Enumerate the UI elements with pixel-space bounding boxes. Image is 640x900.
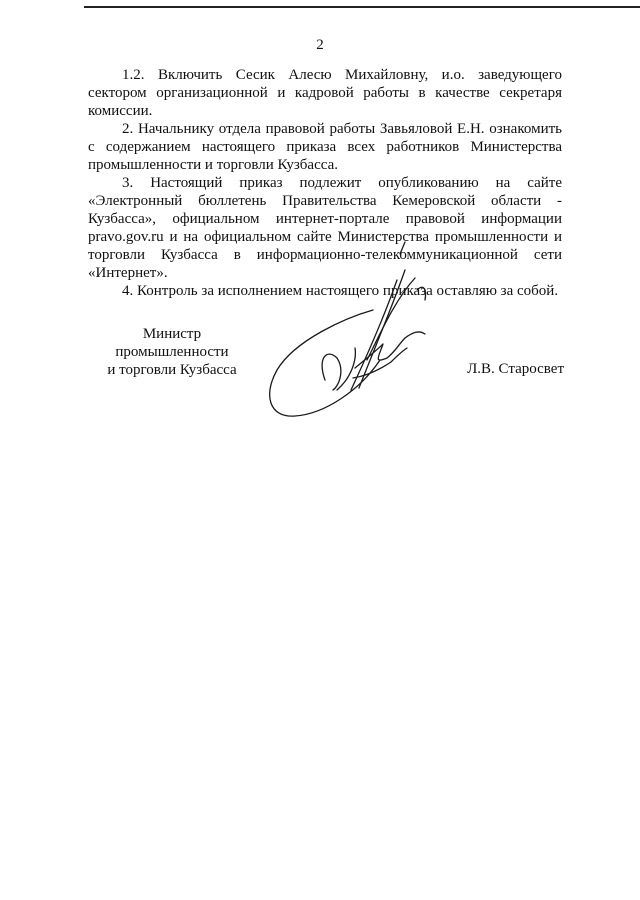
paragraph-4: 4. Контроль за исполнением настоящего приказа оставляю за собой. xyxy=(122,283,559,299)
handwritten-signature-icon xyxy=(255,240,460,430)
paragraph-2: 2. Начальнику отдела правовой работы Завьяловой Е.Н. ознакомить с содержанием настоящего приказа всех работников Министерства промышленности и торговли Кузбасса. xyxy=(88,121,562,173)
signatory-title-line: Министр xyxy=(142,326,202,342)
top-border-line xyxy=(84,6,640,8)
paragraph-3: 3. Настоящий приказ подлежит опубликованию на сайте «Электронный бюллетень Правительства Кемеровской области - Кузбасса», официальном интернет-портале правовой информации pravo.gov.ru и на официальном сайте Министерства промышленности и торговли Кузбасса в информационно-телекоммуникационной сети «Интернет». xyxy=(88,175,562,281)
signatory-title-line: и торговли Кузбасса xyxy=(107,362,237,378)
signatory-title xyxy=(66,325,278,379)
signatory-title-line: промышленности xyxy=(115,344,229,360)
signatory-name: Л.В. Старосвет xyxy=(467,361,564,377)
page-number: 2 xyxy=(316,37,324,53)
paragraph-1-2: 1.2. Включить Сесик Алесю Михайловну, и.о. заведующего сектором организационной и кадровой работы в качестве секретаря комиссии. xyxy=(88,67,562,119)
